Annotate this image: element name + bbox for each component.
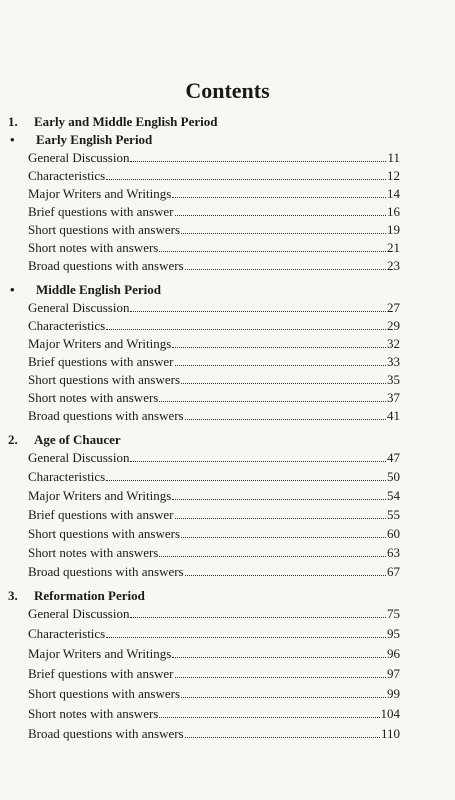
dot-leader [130, 302, 386, 312]
entry-label: Short notes with answers [28, 545, 159, 560]
entry-page-number: 32 [387, 336, 400, 351]
entry-label: Short questions with answers [28, 686, 181, 701]
dot-leader [175, 206, 386, 216]
subsection-heading [8, 282, 161, 298]
toc-entry[interactable] [28, 336, 400, 352]
entry-page-number: 47 [387, 450, 400, 465]
entry-page-number: 37 [387, 390, 400, 405]
entry-label: Major Writers and Writings [28, 336, 172, 351]
entry-label: Characteristics [28, 168, 106, 183]
entry-page-number: 54 [387, 488, 400, 503]
dot-leader [130, 452, 386, 462]
toc-entry[interactable] [28, 545, 400, 561]
page-title: Contents [185, 78, 270, 103]
section-title: Age of Chaucer [34, 432, 121, 447]
entry-label: General Discussion [28, 150, 130, 165]
toc-entry[interactable] [28, 686, 400, 702]
section-number: 3. [8, 588, 18, 603]
toc-entry[interactable] [28, 646, 400, 662]
entry-page-number: 11 [387, 150, 400, 165]
entry-page-number: 19 [387, 222, 400, 237]
toc-entry[interactable] [28, 300, 400, 316]
entry-label: Short notes with answers [28, 706, 159, 721]
toc-entry[interactable] [28, 258, 400, 274]
toc-entry[interactable] [28, 150, 400, 166]
entry-page-number: 41 [387, 408, 400, 423]
dot-leader [172, 490, 386, 500]
section-title: Early and Middle English Period [34, 114, 218, 129]
entry-page-number: 67 [387, 564, 400, 579]
toc-entry[interactable] [28, 318, 400, 334]
dot-leader [106, 320, 386, 330]
section-number: 2. [8, 432, 18, 447]
entry-label: Major Writers and Writings [28, 488, 172, 503]
entry-label: Brief questions with answer [28, 666, 174, 681]
toc-entry[interactable] [28, 726, 400, 742]
dot-leader [181, 528, 386, 538]
toc-entry[interactable] [28, 526, 400, 542]
section-heading [8, 432, 121, 448]
toc-entry[interactable] [28, 408, 400, 424]
entry-page-number: 16 [387, 204, 400, 219]
section-heading [8, 588, 145, 604]
dot-leader [106, 628, 386, 638]
toc-entry[interactable] [28, 706, 400, 722]
toc-entry[interactable] [28, 488, 400, 504]
entry-label: General Discussion [28, 300, 130, 315]
subsection-heading [8, 132, 152, 148]
dot-leader [130, 152, 386, 162]
dot-leader [106, 471, 386, 481]
entry-label: Brief questions with answer [28, 507, 174, 522]
entry-page-number: 23 [387, 258, 400, 273]
entry-page-number: 99 [387, 686, 400, 701]
dot-leader [172, 338, 386, 348]
entry-label: Broad questions with answers [28, 408, 184, 423]
entry-label: General Discussion [28, 450, 130, 465]
entry-page-number: 50 [387, 469, 400, 484]
entry-page-number: 21 [387, 240, 400, 255]
entry-page-number: 104 [380, 706, 400, 721]
dot-leader [175, 509, 386, 519]
entry-label: General Discussion [28, 606, 130, 621]
entry-label: Short questions with answers [28, 222, 181, 237]
toc-entry[interactable] [28, 222, 400, 238]
entry-label: Characteristics [28, 318, 106, 333]
toc-entry[interactable] [28, 390, 400, 406]
entry-label: Characteristics [28, 469, 106, 484]
entry-label: Brief questions with answer [28, 354, 174, 369]
dot-leader [106, 170, 386, 180]
bullet-icon: • [10, 282, 15, 297]
dot-leader [159, 392, 386, 402]
dot-leader [185, 728, 380, 738]
entry-page-number: 110 [380, 726, 400, 741]
entry-page-number: 97 [387, 666, 400, 681]
dot-leader [159, 547, 386, 557]
toc-entry[interactable] [28, 666, 400, 682]
toc-entry[interactable] [28, 354, 400, 370]
toc-entry[interactable] [28, 240, 400, 256]
dot-leader [181, 224, 386, 234]
toc-entry[interactable] [28, 372, 400, 388]
entry-page-number: 12 [387, 168, 400, 183]
entry-label: Short notes with answers [28, 390, 159, 405]
toc-entry[interactable] [28, 168, 400, 184]
entry-page-number: 29 [387, 318, 400, 333]
toc-entry[interactable] [28, 204, 400, 220]
toc-entry[interactable] [28, 606, 400, 622]
dot-leader [175, 668, 386, 678]
dot-leader [172, 648, 386, 658]
entry-label: Brief questions with answer [28, 204, 174, 219]
subsection-title: Middle English Period [36, 282, 161, 297]
entry-label: Short questions with answers [28, 526, 181, 541]
entry-page-number: 96 [387, 646, 400, 661]
entry-label: Short notes with answers [28, 240, 159, 255]
entry-label: Major Writers and Writings [28, 186, 172, 201]
dot-leader [159, 708, 379, 718]
entry-page-number: 60 [387, 526, 400, 541]
entry-label: Broad questions with answers [28, 564, 184, 579]
entry-page-number: 14 [387, 186, 400, 201]
bullet-icon: • [10, 132, 15, 147]
toc-entry[interactable] [28, 626, 400, 642]
dot-leader [172, 188, 386, 198]
entry-label: Short questions with answers [28, 372, 181, 387]
toc-entry[interactable] [28, 469, 400, 485]
dot-leader [175, 356, 386, 366]
entry-page-number: 75 [387, 606, 400, 621]
subsection-title: Early English Period [36, 132, 153, 147]
entry-label: Broad questions with answers [28, 258, 184, 273]
dot-leader [185, 410, 386, 420]
entry-page-number: 55 [387, 507, 400, 522]
toc-entry[interactable] [28, 186, 400, 202]
section-heading [8, 114, 217, 130]
entry-page-number: 33 [387, 354, 400, 369]
section-number: 1. [8, 114, 18, 129]
toc-entry[interactable] [28, 564, 400, 580]
entry-label: Major Writers and Writings [28, 646, 172, 661]
dot-leader [185, 260, 386, 270]
dot-leader [181, 688, 386, 698]
section-title: Reformation Period [34, 588, 145, 603]
entry-page-number: 63 [387, 545, 400, 560]
entry-label: Characteristics [28, 626, 106, 641]
entry-page-number: 27 [387, 300, 400, 315]
dot-leader [185, 566, 386, 576]
entry-page-number: 35 [387, 372, 400, 387]
entry-page-number: 95 [387, 626, 400, 641]
toc-entry[interactable] [28, 507, 400, 523]
entry-label: Broad questions with answers [28, 726, 184, 741]
dot-leader [130, 608, 386, 618]
toc-entry[interactable] [28, 450, 400, 466]
dot-leader [159, 242, 386, 252]
dot-leader [181, 374, 386, 384]
